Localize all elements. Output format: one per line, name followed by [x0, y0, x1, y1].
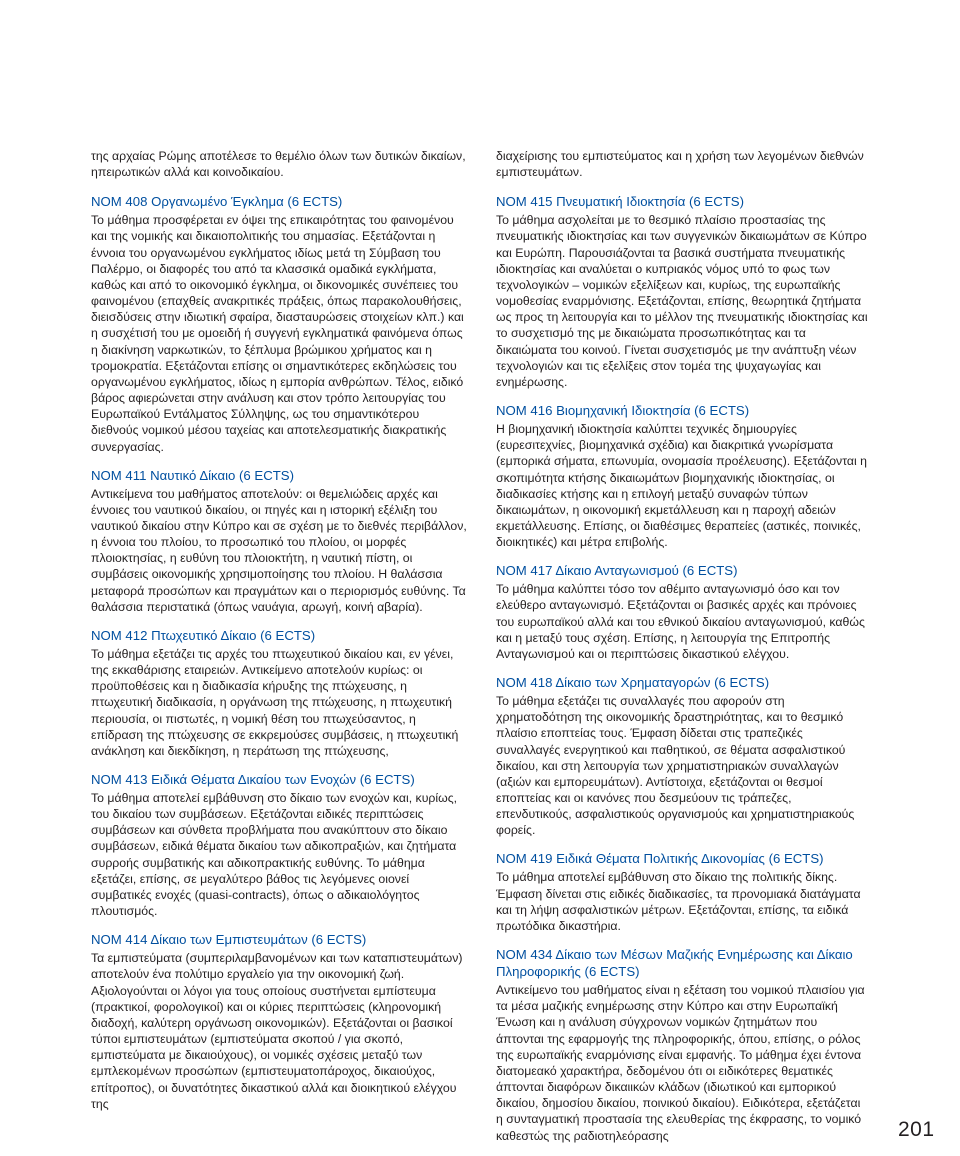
course-title: ΝΟΜ 413 Ειδικά Θέματα Δικαίου των Ενοχών (6 ECTS) — [91, 772, 415, 787]
right-column-continuation-text: διαχείρισης του εμπιστεύματος και η χρήση των λεγομένων διεθνών εμπιστευμάτων. — [496, 149, 864, 180]
course-description: Το μάθημα αποτελεί εμβάθυνση στο δίκαιο της πολιτικής δίκης. Έμφαση δίνεται στις ειδικές διαδικασίες, τα προνομιακά διατάγματα και τη λήψη ασφαλιστικών μέτρων. Εξετάζονται, επίσης, τα ειδικά πρωτόδικα δικαστήρια. — [496, 870, 861, 933]
course-nom-416 — [496, 402, 868, 550]
course-title: ΝΟΜ 408 Οργανωμένο Έγκλημα (6 ECTS) — [91, 194, 343, 210]
course-nom-414 — [91, 931, 469, 1112]
course-title: ΝΟΜ 418 Δίκαιο των Χρηματαγορών (6 ECTS) — [496, 675, 770, 691]
course-description: Αντικείμενο του μαθήματος είναι η εξέταση του νομικού πλαισίου για τα μέσα μαζικής ενημέρωσης στην Κύπρο και στην Ευρωπαϊκή Ένωση και η ανάλυση σύγχρονων νομικών ζητημάτων που άπτονται της εφαρμογής της πληροφορικής, όπου, επίσης, ο ρόλος της ευρωπαϊκής εναρμόνισης είναι εμφανής. Το μάθημα έχει έντονα διατομεακό χαρακτήρα, δεδομένου ότι οι ειδικότερες θεματικές άπτονται διαφόρων δικαιικών κλάδων (ιδιωτικού και εμπορικού δικαίου, δημοσίου δικαίου, ποινικού δικαίου). Ειδικότερα, εξετάζεται η συνταγματική προστασία της ελευθερίας της έκφρασης, το νομικό καθεστώς της ραδιοτηλεόρασης — [496, 983, 865, 1143]
course-nom-413 — [91, 771, 469, 919]
page-number: 201 — [898, 1118, 935, 1141]
course-title: ΝΟΜ 419 Ειδικά Θέματα Πολιτικής Δικονομίας (6 ECTS) — [496, 851, 824, 867]
left-column-continuation-text: της αρχαίας Ρώμης αποτέλεσε το θεμέλιο όλων των δυτικών δικαίων, ηπειρωτικών αλλά και κοινοδικαίου. — [91, 149, 466, 180]
course-description: Τα εμπιστεύματα (συμπεριλαμβανομένων και των καταπιστευμάτων) αποτελούν ένα πολύτιμο εργαλείο για την οικονομική ζωή. Αξιολογούνται οι λόγοι για τους οποίους συστήνεται εμπίστευμα (πρακτικοί, φορολογικοί) και οι κύριες περιπτώσεις (κληρονομική διαδοχή, καλύτερη οργάνωση οικονομικών). Εξετάζονται οι βασικοί τύποι εμπιστευμάτων (εμπιστεύματα σκοπού / για σκοπό, εμπιστεύματα με δικαιούχους), οι νομικές σχέσεις μεταξύ των εμπλεκομένων προσώπων (εμπιστευματοπάροχος, δικαιούχος, επίτροπος), οι δυνατότητες δικαστικού αλλά και διοικητικού ελέγχου της — [91, 951, 463, 1111]
course-description: Το μάθημα καλύπτει τόσο τον αθέμιτο ανταγωνισμό όσο και τον ελεύθερο ανταγωνισμό. Εξετάζονται οι βασικές αρχές και πρόνοιες του ευρωπαϊκού αλλά και του εθνικού δικαίου ανταγωνισμού, καθώς και η μεταξύ τους σχέση. Επίσης, η λειτουργία της Επιτροπής Ανταγωνισμού και οι περιπτώσεις δικαστικού ελέγχου. — [496, 582, 865, 661]
course-nom-417 — [496, 562, 868, 662]
right-column — [496, 148, 868, 1156]
course-nom-415 — [496, 193, 868, 390]
course-description: Το μάθημα εξετάζει τις συναλλαγές που αφορούν στη χρηματοδότηση της οικονομικής δραστηριότητας, και το θεσμικό πλαίσιο εποπτείας τους. Έμφαση δίδεται στις τραπεζικές συναλλαγές ενεργητικού και παθητικού, σε θέματα ασφαλιστικού δικαίου, και στη λειτουργία των χρηματιστηριακών συναλλαγών (αξιών και εμπορευμάτων). Αντίστοιχα, εξετάζονται οι θεσμοί εποπτείας και οι κανόνες που δεσμεύουν τις τράπεζες, επενδυτικούς, ασφαλιστικούς οργανισμούς και χρηματιστηριακούς φορείς. — [496, 694, 855, 838]
course-description: Η βιομηχανική ιδιοκτησία καλύπτει τεχνικές δημιουργίες (ευρεσιτεχνίες, βιομηχανικά σχέδια) και διακριτικά γνωρίσματα (εμπορικά σήματα, επωνυμία, ονομασία προέλευσης). Εξετάζονται η σκοπιμότητα κτήσης δικαιωμάτων βιομηχανικής ιδιοκτησίας, οι διαδικασίες κτήσης και η επιλογή μεταξύ συναφών τύπων δικαιωμάτων, η οικονομική εκμετάλλευση και η παροχή αδειών εκμετάλλευσης. Επίσης, οι διαθέσιμες θεραπείες (αστικές, ποινικές, διοικητικές) και μέτρα επιβολής. — [496, 422, 867, 550]
course-title: ΝΟΜ 411 Ναυτικό Δίκαιο (6 ECTS) — [91, 467, 294, 483]
course-description: Το μάθημα εξετάζει τις αρχές του πτωχευτικού δικαίου και, εν γένει, της εκκαθάρισης εταιρειών. Αντικείμενο αποτελούν κυρίως: οι προϋποθέσεις και η διαδικασία κήρυξης της πτώχευσης, η πτωχευτική διαδικασία, η οργάνωση της πτώχευσης, η πτωχευτική περιουσία, οι πιστωτές, η νομική θέση του πτωχεύσαντος, η επίδραση της πτώχευσης σε εκκρεμούσες συμβάσεις, η πτωχευτική ανάκληση και διεκδίκηση, η περάτωση της πτώχευσης, — [91, 646, 459, 758]
course-nom-419 — [496, 850, 868, 934]
course-nom-408 — [91, 193, 469, 454]
course-title: ΝΟΜ 416 Βιομηχανική Ιδιοκτησία (6 ECTS) — [496, 403, 750, 419]
course-nom-411 — [91, 467, 469, 615]
course-nom-412 — [91, 627, 469, 759]
course-title: ΝΟΜ 415 Πνευματική Ιδιοκτησία (6 ECTS) — [496, 194, 744, 210]
course-title: ΝΟΜ 417 Δίκαιο Ανταγωνισμού (6 ECTS) — [496, 563, 738, 579]
course-title: ΝΟΜ 434 Δίκαιο των Μέσων Μαζικής Ενημέρωσης και Δίκαιο Πληροφορικής (6 ECTS) — [496, 947, 853, 980]
course-description: Αντικείμενα του μαθήματος αποτελούν: οι θεμελιώδεις αρχές και έννοιες του ναυτικού δικαίου, οι πηγές και η ιστορική εξέλιξη του ναυτικού δικαίου στην Κύπρο και σε σχέση με το διεθνές περιβάλλον, η έννοια του πλοίου, το προσωπικό του πλοίου, οι μορφές πλοιοκτησίας, η ευθύνη του πλοιοκτήτη, η ναυτική πίστη, οι συμβάσεις οικονομικής χρησιμοποίησης του πλοίου. Η θαλάσσια μεταφορά προσώπων και πραγμάτων και ο περιορισμός ευθύνης. Τα θαλάσσια περιστατικά (όπως ναυάγια, αρωγή, κοινή αβαρία). — [91, 486, 467, 614]
course-nom-418 — [496, 674, 868, 838]
course-description: Το μάθημα αποτελεί εμβάθυνση στο δίκαιο των ενοχών και, κυρίως, του δικαίου των συμβάσεων. Εξετάζονται ειδικές περιπτώσεις συμβάσεων και σύνθετα προβλήματα που ανακύπτουν στο δίκαιο συμβάσεων, ειδικά θέματα δικαίου των αδικοπραξιών, και ζητήματα συρροής συμβατικής και αδικοπρακτικής ευθύνης. Το μάθημα εξετάζει, επίσης, σε μεγαλύτερο βάθος τις λεγόμενες οιονεί συμβατικές ενοχές (quasi-contracts), όπως ο αδικαιολόγητος πλουτισμός. — [91, 791, 458, 919]
left-column — [91, 148, 469, 1124]
course-title: ΝΟΜ 412 Πτωχευτικό Δίκαιο (6 ECTS) — [91, 627, 316, 643]
course-nom-434 — [496, 946, 868, 1144]
course-description: Το μάθημα προσφέρεται εν όψει της επικαιρότητας του φαινομένου και της νομικής και δικαιοπολιτικής του σημασίας. Εξετάζονται η έννοια του οργανωμένου εγκλήματος ιδίως μετά τη Σύμβαση του Παλέρμο, οι διαφορές του από τα κλασσικά ομαδικά εγκλήματα, καθώς και από το οικονομικό έγκλημα, οι δικονομικές συνέπειες του φαινομένου (επαχθείς ανακριτικές πράξεις, όπως παρακολουθήσεις, διεισδύσεις στην ιδιωτική σφαίρα, διασταυρώσεις στοιχείων κλπ.) και η συσχέτισή του με ομοειδή ή συγγενή εγκληματικά φαινόμενα όπως η διακίνηση ναρκωτικών, το ξέπλυμα βρώμικου χρήματος και η τρομοκρατία. Εξετάζονται επίσης οι σημαντικότερες εκδηλώσεις του οργανωμένου εγκλήματος, ιδίως η εμπορία ανθρώπων. Τέλος, ειδικό βάρος αφιερώνεται στην ανάλυση και στον τρόπο λειτουργίας του Ευρωπαϊκού Εντάλματος Σύλληψης, ως του σημαντικότερου διεθνούς νομικού μέσου ταχείας και αποτελεσματικής διακρατικής συνεργασίας. — [91, 213, 464, 454]
course-title: ΝΟΜ 414 Δίκαιο των Εμπιστευμάτων (6 ECTS) — [91, 932, 367, 948]
course-description: Το μάθημα ασχολείται με το θεσμικό πλαίσιο προστασίας της πνευματικής ιδιοκτησίας και των συγγενικών δικαιωμάτων σε Κύπρο και Ευρώπη. Παρουσιάζονται τα βασικά συστήματα πνευματικής ιδιοκτησίας και αναλύεται ο κυπριακός νόμος υπό το φως των τεχνολογικών – νομικών εξελίξεων και, κυρίως, της ευρωπαϊκής νομοθεσίας εναρμόνισης. Εξετάζονται, επίσης, θεωρητικά ζητήματα ως προς τη λειτουργία και το μέλλον της πνευματικής ιδιοκτησίας και το συσχετισμό της με δικαιώματα προσωπικότητας και τα δικαιώματα του κοινού. Γίνεται συσχετισμός με την ανάπτυξη νέων τεχνολογιών και τις εξελίξεις στον τομέα της ψυχαγωγίας και ενημέρωσης. — [496, 213, 868, 389]
